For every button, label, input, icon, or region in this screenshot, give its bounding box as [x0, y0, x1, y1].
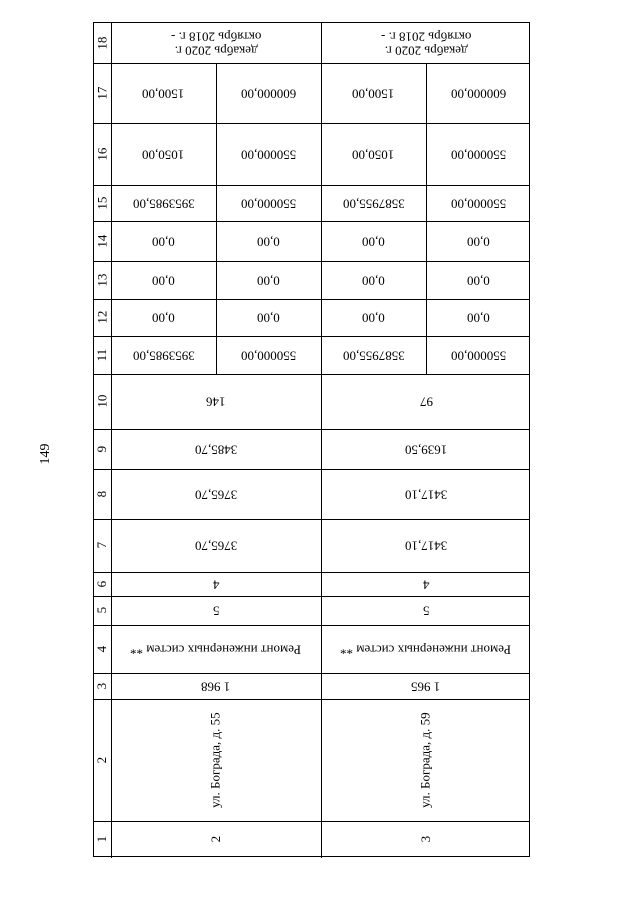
period-line: декабрь 2020 г.: [384, 43, 468, 59]
column-number: 16: [94, 147, 110, 161]
amount-cell: 3953985,00: [132, 348, 195, 364]
area-cell: 3765,70: [194, 538, 238, 554]
area-cell: 3417,10: [404, 487, 448, 503]
data-table: [93, 22, 530, 857]
column-number: 2: [94, 756, 110, 764]
column-number: 11: [94, 348, 110, 362]
column-number: 7: [94, 542, 110, 549]
amount-cell: 600000,00: [240, 86, 297, 102]
amount-cell: 0,00: [467, 273, 490, 289]
area-cell: 3417,10: [404, 538, 448, 554]
column-number: 17: [94, 86, 110, 100]
column-number: 14: [94, 234, 110, 248]
count-cell: 97: [419, 394, 433, 410]
amount-cell: 0,00: [152, 310, 175, 326]
column-number: 10: [94, 394, 110, 408]
amount-cell: 550000,00: [240, 196, 297, 212]
area-cell: 3765,70: [194, 487, 238, 503]
entrances-cell: 4: [422, 577, 430, 593]
amount-cell: 550000,00: [450, 196, 507, 212]
page-number: 149: [38, 443, 53, 465]
amount-cell: 0,00: [152, 234, 175, 250]
column-number: 9: [94, 445, 110, 453]
period-cell: [171, 29, 261, 58]
amount-cell: 1050,00: [142, 147, 185, 163]
column-number: 5: [94, 607, 110, 614]
amount-cell: 550000,00: [450, 147, 507, 163]
area-cell: 3485,70: [194, 442, 238, 458]
period-line: декабрь 2020 г.: [174, 43, 258, 59]
amount-cell: 1500,00: [352, 86, 395, 102]
amount-cell: 3587955,00: [342, 348, 405, 364]
amount-cell: 0,00: [257, 310, 280, 326]
row-number-cell: 2: [207, 836, 223, 843]
column-number: 18: [94, 36, 110, 50]
column-number: 1: [94, 836, 110, 843]
amount-cell: 0,00: [362, 310, 385, 326]
amount-cell: 0,00: [467, 234, 490, 250]
column-number: 12: [94, 310, 110, 324]
floors-cell: 5: [422, 603, 430, 619]
amount-cell: 550000,00: [450, 348, 507, 364]
work-type-cell: Ремонт инженерных систем **: [130, 642, 302, 658]
amount-cell: 3587955,00: [342, 196, 405, 212]
column-number: 4: [94, 645, 110, 653]
amount-cell: 3953985,00: [132, 196, 195, 212]
year-cell: 1 968: [201, 679, 231, 695]
column-number: 6: [94, 580, 110, 588]
column-number: 8: [94, 490, 110, 498]
address-cell: ул. Бограда, д. 59: [417, 712, 433, 808]
amount-cell: 0,00: [362, 273, 385, 289]
address-cell: ул. Бограда, д. 55: [207, 712, 223, 808]
amount-cell: 550000,00: [240, 348, 297, 364]
entrances-cell: 4: [212, 577, 220, 593]
amount-cell: 0,00: [257, 234, 280, 250]
amount-cell: 550000,00: [240, 147, 297, 163]
count-cell: 146: [206, 394, 226, 410]
amount-cell: 1050,00: [352, 147, 395, 163]
work-type-cell: Ремонт инженерных систем **: [340, 642, 512, 658]
floors-cell: 5: [212, 603, 220, 619]
amount-cell: 1500,00: [142, 86, 185, 102]
amount-cell: 0,00: [152, 273, 175, 289]
column-number: 13: [94, 273, 110, 287]
column-number: 3: [94, 682, 110, 690]
amount-cell: 0,00: [362, 234, 385, 250]
period-line: октябрь 2018 г. -: [170, 29, 262, 44]
column-number: 15: [94, 196, 110, 210]
amount-cell: 0,00: [257, 273, 280, 289]
period-cell: [381, 29, 471, 58]
year-cell: 1 965: [411, 679, 441, 695]
amount-cell: 0,00: [467, 310, 490, 326]
area-cell: 1639,50: [404, 442, 448, 458]
period-line: октябрь 2018 г. -: [380, 29, 472, 44]
amount-cell: 600000,00: [450, 86, 507, 102]
row-number-cell: 3: [417, 836, 433, 843]
